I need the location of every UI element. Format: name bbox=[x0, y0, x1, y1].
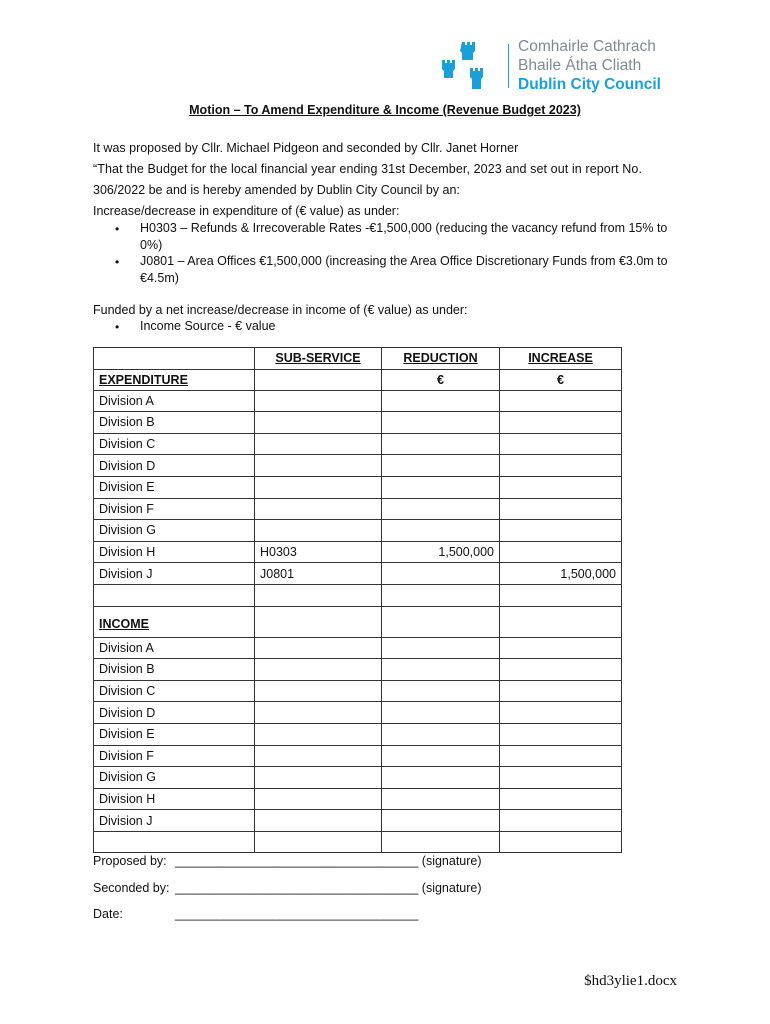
table-row bbox=[94, 433, 622, 455]
sub-service-cell bbox=[255, 745, 382, 767]
division-cell: Division J bbox=[94, 563, 255, 585]
reduction-cell bbox=[382, 767, 500, 789]
reduction-cell bbox=[382, 520, 500, 542]
sub-service-cell bbox=[255, 637, 382, 659]
increase-cell bbox=[500, 390, 622, 412]
sub-service-cell bbox=[255, 520, 382, 542]
increase-cell bbox=[500, 680, 622, 702]
table-row bbox=[94, 390, 622, 412]
sub-service-cell bbox=[255, 680, 382, 702]
increase-cell bbox=[500, 810, 622, 832]
reduction-cell bbox=[382, 723, 500, 745]
sub-service-cell bbox=[255, 788, 382, 810]
table-row bbox=[94, 412, 622, 434]
reduction-cell bbox=[382, 702, 500, 724]
table-cell bbox=[255, 584, 382, 606]
table-row bbox=[94, 455, 622, 477]
table-row bbox=[94, 767, 622, 789]
table-row bbox=[94, 637, 622, 659]
proposed-by-label: Proposed by: bbox=[93, 854, 167, 868]
table-row-blank bbox=[94, 584, 622, 606]
table-cell bbox=[382, 584, 500, 606]
table-row bbox=[94, 476, 622, 498]
reduction-cell bbox=[382, 745, 500, 767]
increase-cell bbox=[500, 637, 622, 659]
reduction-cell bbox=[382, 476, 500, 498]
bullet-icon: • bbox=[115, 320, 120, 334]
table-row bbox=[94, 498, 622, 520]
reduction-cell bbox=[382, 659, 500, 681]
expenditure-rows bbox=[94, 390, 622, 584]
increase-cell bbox=[500, 412, 622, 434]
table-row bbox=[94, 723, 622, 745]
table-row bbox=[94, 541, 622, 563]
division-cell: Division F bbox=[94, 498, 255, 520]
castle-icon bbox=[438, 38, 498, 96]
header-cell bbox=[94, 348, 255, 370]
table-cell bbox=[255, 831, 382, 853]
reduction-cell bbox=[382, 680, 500, 702]
division-cell: Division J bbox=[94, 810, 255, 832]
increase-cell bbox=[500, 767, 622, 789]
quote-line-2: 306/2022 be and is hereby amended by Dublin City Council by an: bbox=[93, 183, 460, 197]
sub-service-cell bbox=[255, 767, 382, 789]
reduction-cell bbox=[382, 455, 500, 477]
table-cell bbox=[94, 831, 255, 853]
division-cell: Division F bbox=[94, 745, 255, 767]
sub-service-cell bbox=[255, 433, 382, 455]
reduction-cell bbox=[382, 433, 500, 455]
expenditure-intro: Increase/decrease in expenditure of (€ value) as under: bbox=[93, 204, 400, 218]
logo-irish-line2: Bhaile Átha Cliath bbox=[518, 57, 642, 74]
income-intro: Funded by a net increase/decrease in income of (€ value) as under: bbox=[93, 303, 468, 317]
seconded-by-label: Seconded by: bbox=[93, 881, 170, 895]
sub-service-cell bbox=[255, 412, 382, 434]
sub-service-cell: H0303 bbox=[255, 541, 382, 563]
sub-service-cell bbox=[255, 723, 382, 745]
bullet-icon: • bbox=[115, 222, 120, 236]
reduction-cell bbox=[382, 788, 500, 810]
sub-service-cell bbox=[255, 702, 382, 724]
reduction-cell bbox=[382, 498, 500, 520]
table-row bbox=[94, 563, 622, 585]
proposal-text: It was proposed by Cllr. Michael Pidgeon and seconded by Cllr. Janet Horner bbox=[93, 141, 519, 155]
sub-service-cell: J0801 bbox=[255, 563, 382, 585]
division-cell: Division C bbox=[94, 433, 255, 455]
reduction-cell bbox=[382, 390, 500, 412]
budget-table bbox=[93, 347, 622, 853]
logo-english-name: Dublin City Council bbox=[518, 76, 661, 93]
income-rows bbox=[94, 637, 622, 831]
proposed-signature-line: ___________________________________ (signature) bbox=[175, 854, 482, 868]
increase-cell bbox=[500, 788, 622, 810]
division-cell: Division B bbox=[94, 412, 255, 434]
date-label: Date: bbox=[93, 907, 123, 921]
division-cell: Division A bbox=[94, 390, 255, 412]
expenditure-section-row bbox=[94, 369, 622, 390]
logo-divider bbox=[508, 44, 509, 88]
sub-service-cell bbox=[255, 455, 382, 477]
table-cell bbox=[255, 606, 382, 637]
table-cell bbox=[382, 831, 500, 853]
increase-cell bbox=[500, 520, 622, 542]
table-row bbox=[94, 680, 622, 702]
increase-cell bbox=[500, 498, 622, 520]
council-logo bbox=[438, 38, 674, 96]
table-row bbox=[94, 520, 622, 542]
bullet-icon: • bbox=[115, 255, 120, 269]
division-cell: Division D bbox=[94, 702, 255, 724]
sub-service-cell bbox=[255, 498, 382, 520]
table-cell bbox=[500, 831, 622, 853]
currency-symbol: € bbox=[500, 369, 622, 390]
division-cell: Division E bbox=[94, 476, 255, 498]
division-cell: Division C bbox=[94, 680, 255, 702]
reduction-cell bbox=[382, 412, 500, 434]
expenditure-label: EXPENDITURE bbox=[94, 369, 255, 390]
division-cell: Division H bbox=[94, 541, 255, 563]
footer-filename: $hd3ylie1.docx bbox=[584, 973, 677, 989]
currency-symbol: € bbox=[382, 369, 500, 390]
increase-cell bbox=[500, 476, 622, 498]
sub-service-cell bbox=[255, 476, 382, 498]
income-label: INCOME bbox=[94, 606, 255, 637]
logo-irish-line1: Comhairle Cathrach bbox=[518, 38, 656, 55]
table-header-row bbox=[94, 348, 622, 370]
reduction-cell bbox=[382, 637, 500, 659]
table-cell bbox=[500, 606, 622, 637]
table-row bbox=[94, 659, 622, 681]
table-row-blank bbox=[94, 831, 622, 853]
reduction-cell bbox=[382, 810, 500, 832]
table-row bbox=[94, 702, 622, 724]
income-bullet-1: Income Source - € value bbox=[140, 319, 276, 333]
expenditure-bullet-1: H0303 – Refunds & Irrecoverable Rates -€1,500,000 (reducing the vacancy refund from 15% to 0%) bbox=[140, 221, 668, 252]
date-line: ___________________________________ bbox=[175, 907, 419, 921]
division-cell: Division A bbox=[94, 637, 255, 659]
increase-cell bbox=[500, 723, 622, 745]
table-row bbox=[94, 745, 622, 767]
increase-cell bbox=[500, 702, 622, 724]
sub-service-cell bbox=[255, 810, 382, 832]
header-sub-service: SUB-SERVICE bbox=[255, 348, 382, 370]
increase-cell: 1,500,000 bbox=[500, 563, 622, 585]
header-reduction: REDUCTION bbox=[382, 348, 500, 370]
division-cell: Division E bbox=[94, 723, 255, 745]
expenditure-bullet-2: J0801 – Area Offices €1,500,000 (increasing the Area Office Discretionary Funds from €3.0m to €4.5m) bbox=[140, 254, 668, 285]
division-cell: Division G bbox=[94, 767, 255, 789]
header-increase: INCREASE bbox=[500, 348, 622, 370]
reduction-cell bbox=[382, 563, 500, 585]
division-cell: Division B bbox=[94, 659, 255, 681]
table-cell bbox=[94, 584, 255, 606]
reduction-cell: 1,500,000 bbox=[382, 541, 500, 563]
quote-line-1: “That the Budget for the local financial year ending 31st December, 2023 and set out in report No. bbox=[93, 162, 643, 176]
sub-service-cell bbox=[255, 659, 382, 681]
income-section-row bbox=[94, 606, 622, 637]
division-cell: Division D bbox=[94, 455, 255, 477]
increase-cell bbox=[500, 745, 622, 767]
division-cell: Division G bbox=[94, 520, 255, 542]
increase-cell bbox=[500, 541, 622, 563]
seconded-signature-line: ___________________________________ (signature) bbox=[175, 881, 482, 895]
increase-cell bbox=[500, 659, 622, 681]
document-title: Motion – To Amend Expenditure & Income (Revenue Budget 2023) bbox=[189, 103, 581, 117]
table-cell bbox=[500, 584, 622, 606]
table-row bbox=[94, 788, 622, 810]
division-cell: Division H bbox=[94, 788, 255, 810]
sub-service-cell bbox=[255, 390, 382, 412]
table-cell bbox=[382, 606, 500, 637]
increase-cell bbox=[500, 433, 622, 455]
increase-cell bbox=[500, 455, 622, 477]
table-cell bbox=[255, 369, 382, 390]
table-row bbox=[94, 810, 622, 832]
